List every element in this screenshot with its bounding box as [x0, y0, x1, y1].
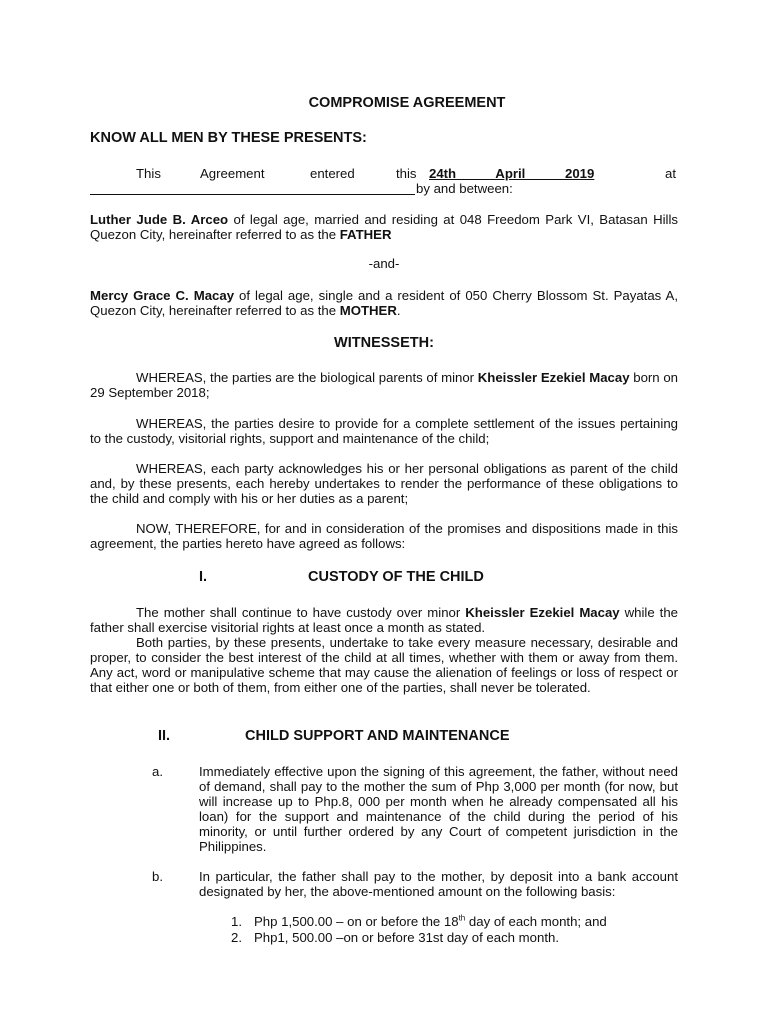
- ordinal-suffix: th: [458, 913, 466, 923]
- mother-period: .: [396, 303, 401, 318]
- party-father-paragraph: [90, 212, 678, 242]
- intro-tail: by and between:: [416, 181, 513, 196]
- section-1-number: I.: [199, 569, 208, 585]
- payment-item-2: Php1, 500.00 –on or before 31st day of each month.: [254, 930, 559, 945]
- mother-details: of legal age, single and a resident of 050 Cherry Blossom St. Payatas A, Quezon City, hereinafter referred to as the: [90, 288, 678, 318]
- custody-text-end: while the father shall exercise visitorial rights at least once a month as stated.: [90, 605, 679, 635]
- whereas-paragraph-1: [90, 370, 678, 400]
- father-name: Luther Jude B. Arceo: [90, 212, 229, 227]
- child-name: Kheissler Ezekiel Macay: [465, 605, 620, 620]
- intro-word: Agreement: [200, 166, 265, 181]
- payment-item-1-text-end: day of each month; and: [465, 914, 607, 929]
- whereas-1-text-end: born on 29 September 2018;: [90, 370, 678, 400]
- custody-text: The mother shall continue to have custody over minor: [136, 605, 466, 620]
- whereas-paragraph-3: WHEREAS, each party acknowledges his or her personal obligations as parent of the child and, by these presents, each hereby undertakes to render the performance of these obligations to the child and comply with his or her duties as a parent;: [90, 461, 678, 506]
- party-mother-paragraph: [90, 288, 678, 318]
- intro-line: [90, 166, 678, 182]
- intro-word: at: [665, 166, 676, 181]
- preamble-heading: KNOW ALL MEN BY THESE PRESENTS:: [90, 130, 367, 146]
- mother-name: Mercy Grace C. Macay: [90, 288, 235, 303]
- whereas-1-text: WHEREAS, the parties are the biological parents of minor: [136, 370, 478, 385]
- intro-word: This: [136, 166, 161, 181]
- father-details: of legal age, married and residing at 048 Freedom Park VI, Batasan Hills Quezon City, hereinafter referred to as the: [90, 212, 679, 242]
- clause-a-text: Immediately effective upon the signing of this agreement, the father, without need of demand, shall pay to the mother the sum of Php 3,000 per month (for now, but will increase up to Php.8, 000 per month when he already compensated all his loan) for the support and maintenance of the child during the period of his minority, or until further ordered by any Court of competent jurisdiction in the Philippines.: [199, 764, 678, 854]
- intro-word: entered: [310, 166, 355, 181]
- father-role: FATHER: [339, 227, 392, 242]
- payment-item-1: [254, 914, 607, 929]
- payment-item-1-number: 1.: [231, 914, 242, 929]
- and-separator: -and-: [368, 256, 400, 271]
- mother-role: MOTHER: [339, 303, 397, 318]
- agreement-date-text: 24th April 2019: [429, 166, 595, 181]
- section-2-title: CHILD SUPPORT AND MAINTENANCE: [245, 728, 510, 744]
- clause-a-label: a.: [152, 764, 163, 779]
- document-title: COMPROMISE AGREEMENT: [308, 95, 506, 111]
- child-name: Kheissler Ezekiel Macay: [477, 370, 630, 385]
- agreement-date: [429, 166, 629, 181]
- custody-paragraph-1: [90, 605, 678, 635]
- section-2-number: II.: [158, 728, 171, 744]
- clause-b-label: b.: [152, 869, 163, 884]
- witnesseth-heading: WITNESSETH:: [334, 335, 434, 351]
- now-therefore-paragraph: NOW, THEREFORE, for and in consideration of the promises and dispositions made in this agreement, the parties hereto have agreed as follows:: [90, 521, 678, 551]
- section-1-title: CUSTODY OF THE CHILD: [308, 569, 484, 585]
- custody-paragraph-2: Both parties, by these presents, undertake to take every measure necessary, desirable and proper, to consider the best interest of the child at all times, whether with them or away from them. Any act, word or manipulative scheme that may cause the alienation of feelings or loss of respect or that either one or both of them, from either one of the parties, shall never be tolerated.: [90, 635, 678, 695]
- intro-word: this: [396, 166, 417, 181]
- location-blank-line: [90, 194, 415, 195]
- clause-b-text: In particular, the father shall pay to the mother, by deposit into a bank account designated by her, the above-mentioned amount on the following basis:: [199, 869, 678, 899]
- whereas-paragraph-2: WHEREAS, the parties desire to provide for a complete settlement of the issues pertaining to the custody, visitorial rights, support and maintenance of the child;: [90, 416, 678, 446]
- payment-item-1-text: Php 1,500.00 – on or before the 18: [254, 914, 459, 929]
- payment-item-2-number: 2.: [231, 930, 242, 945]
